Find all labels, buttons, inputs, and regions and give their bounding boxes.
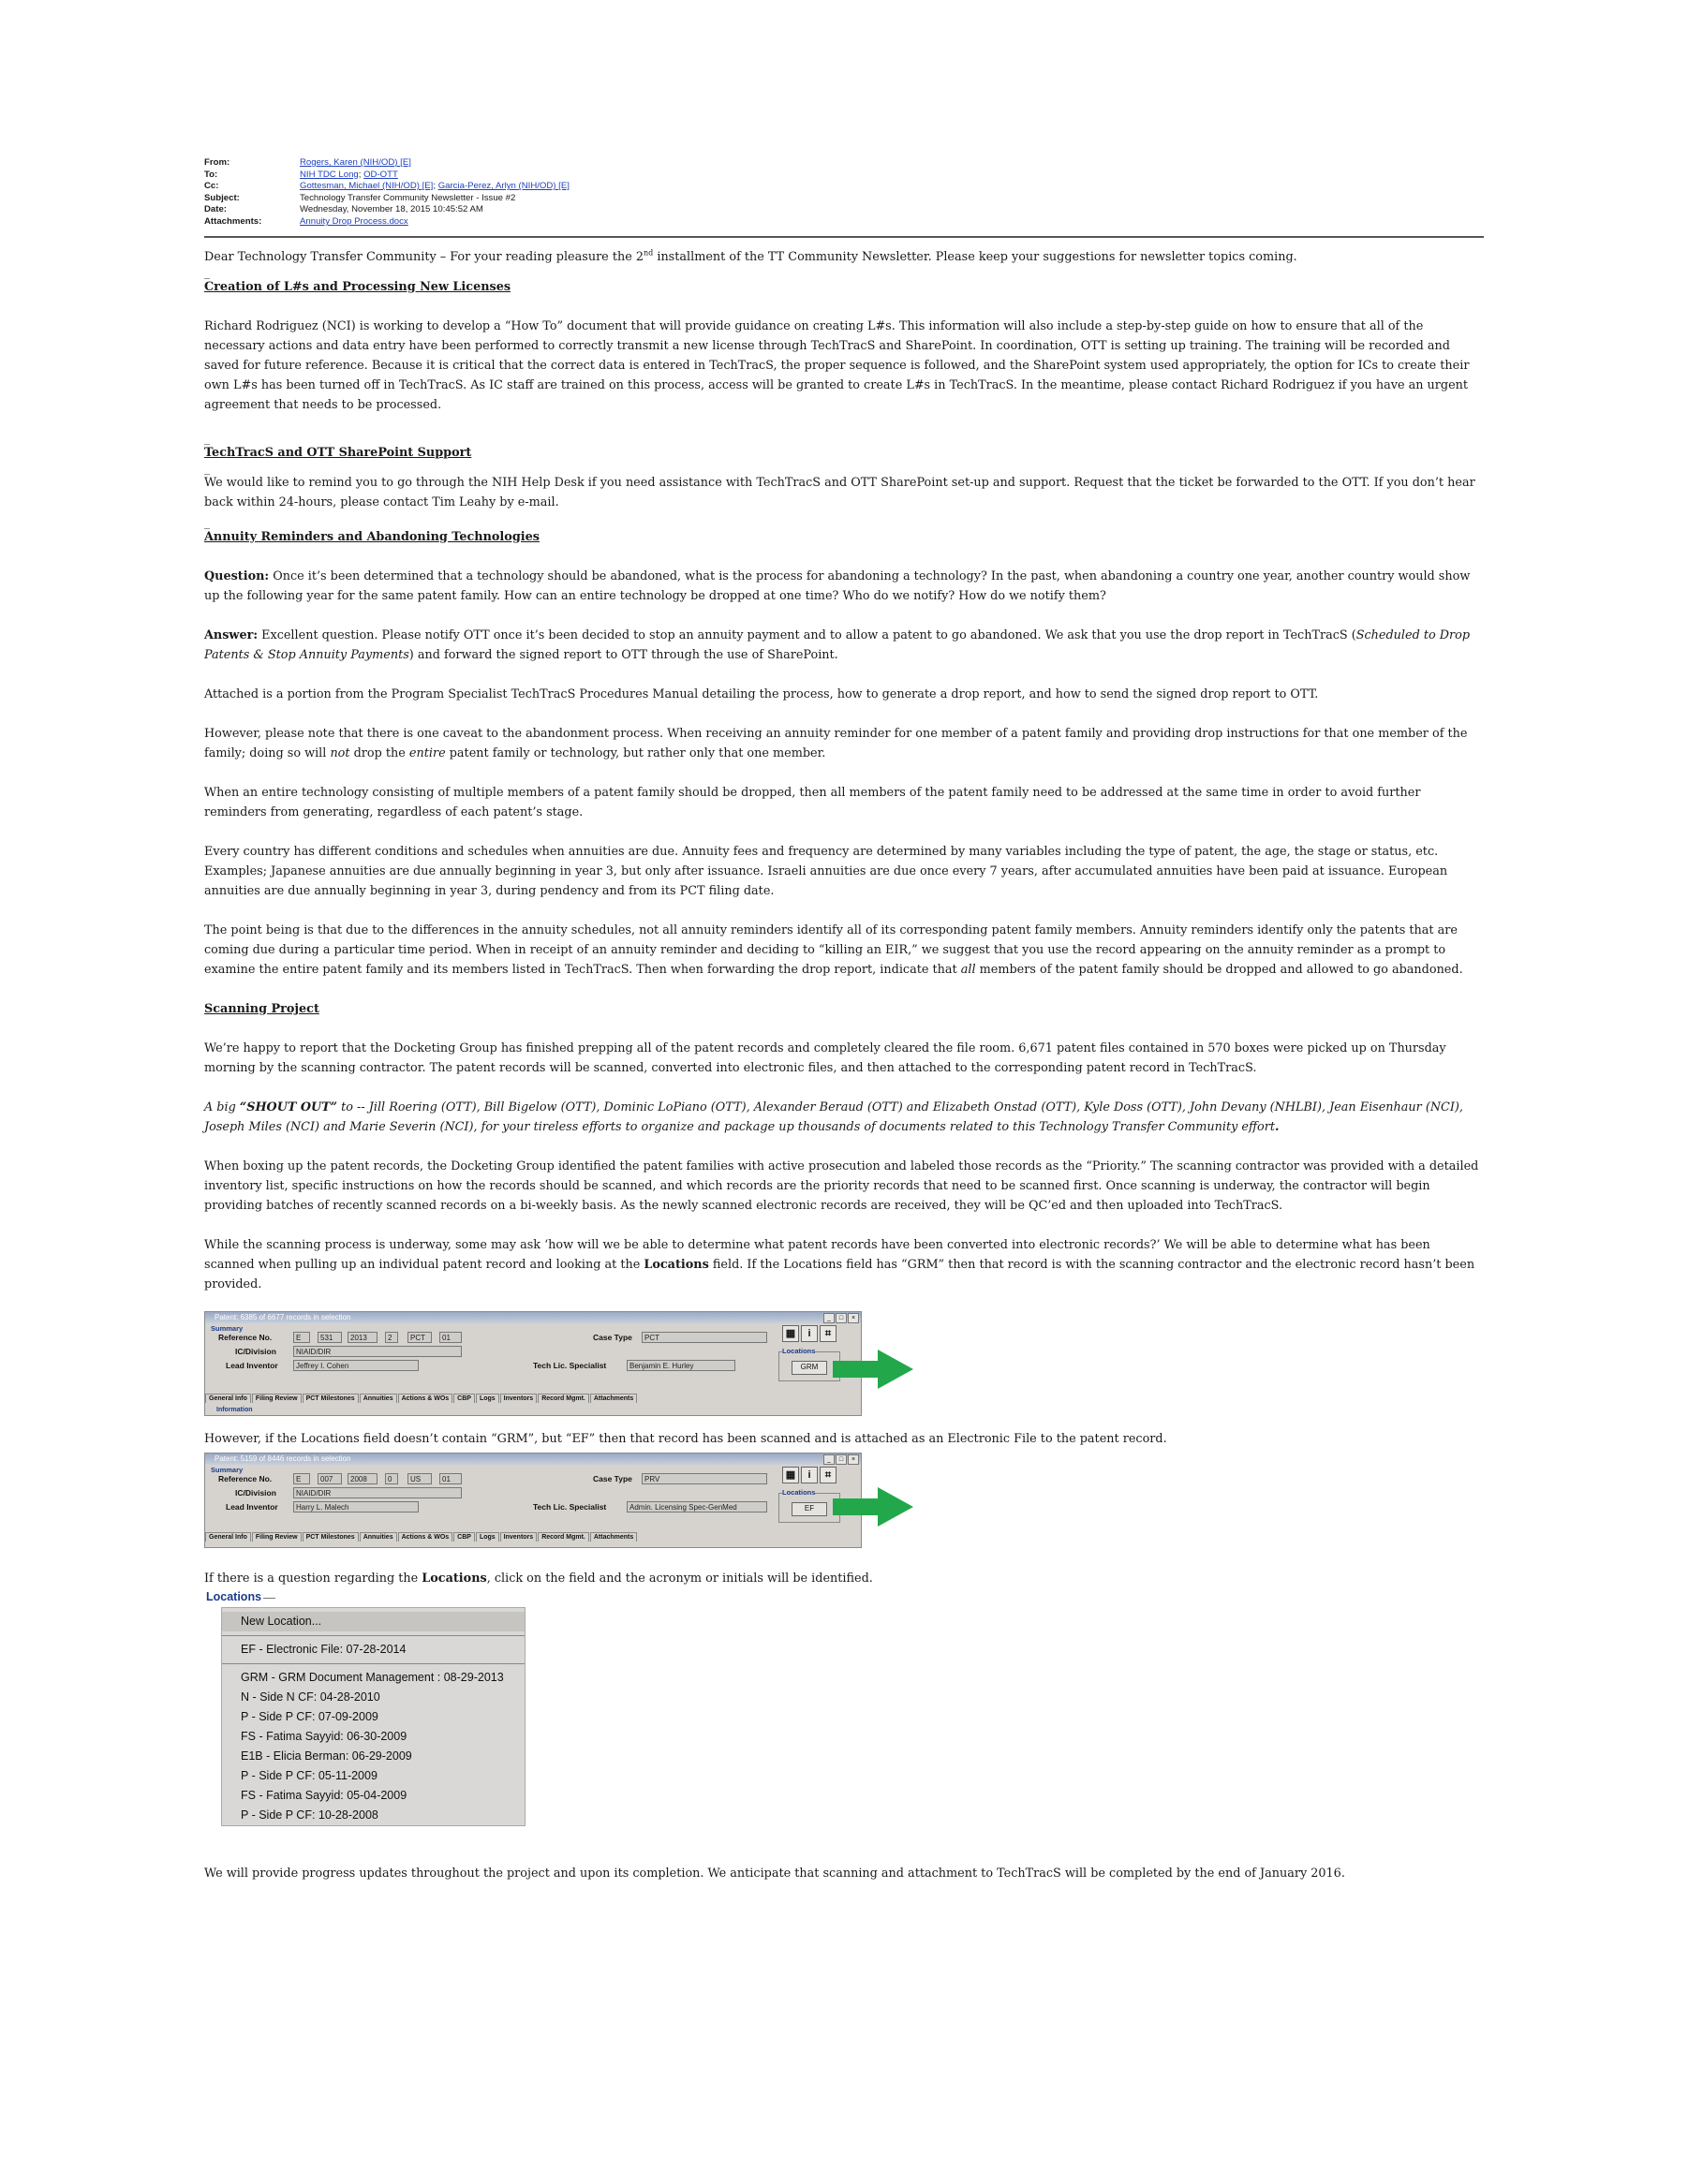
section-body-licenses: Richard Rodriguez (NCI) is working to develop a “How To” document that will provide guidance on creating L#s. This information will also include a step-by-step guide on how to ensure that all of the necessary actions and data entry have been performed to correctly transmit a new license through TechTracS and SharePoint. In coordination, OTT is setting up training. The training will be recorded and saved for future reference. Because it is critical that the correct data is entered in TechTracS, the proper sequence is followed, and the SharePoint system used appropriately, the option for ICs to create their own L#s has been turned off in TechTracS. As IC staff are trained on this process, access will be granted to create L#s in TechTracS. In the meantime, please contact Richard Rodriguez if you have an urgent agreement that needs to be processed.: [204, 318, 1470, 412]
menu-item-location: P - Side P CF: 07-09-2009: [241, 1709, 378, 1723]
to-sep: ;: [358, 169, 364, 180]
minimize-icon: _: [823, 1454, 835, 1465]
menu-item-location: P - Side P CF: 10-28-2008: [241, 1808, 378, 1822]
locations-field: EF: [792, 1502, 827, 1516]
ref-field: 007: [318, 1473, 342, 1484]
locations-label: Locations: [782, 1487, 816, 1497]
ref-field: 0: [385, 1473, 398, 1484]
tech-lic-field: Admin. Licensing Spec-GenMed: [627, 1501, 767, 1513]
date-label: Date:: [204, 204, 227, 215]
cc-link-2[interactable]: Garcia-Perez, Arlyn (NIH/OD) [E]: [437, 181, 570, 192]
menu-item-location: P - Side P CF: 05-11-2009: [241, 1768, 378, 1782]
case-type-label: Case Type: [593, 1473, 632, 1483]
attachments-label: Attachments:: [204, 215, 262, 227]
date-value: Wednesday, November 18, 2015 10:45:52 AM: [300, 204, 483, 215]
techtracs-screenshot-ef: [204, 1453, 862, 1548]
ic-division-field: NIAID/DIR: [293, 1487, 462, 1498]
record-tabs: [205, 1532, 861, 1542]
tab-filing-review: Filing Review: [252, 1394, 302, 1403]
locations-label: Locations: [782, 1346, 816, 1355]
ref-field: 531: [318, 1332, 342, 1343]
grid-icon: ▦: [782, 1325, 799, 1342]
locations-field: GRM: [792, 1361, 827, 1375]
email-page: [204, 157, 1484, 1883]
maximize-icon: □: [836, 1313, 847, 1323]
menu-item-location: N - Side N CF: 04-28-2010: [241, 1690, 380, 1704]
reference-label: Reference No.: [218, 1332, 273, 1342]
minimize-icon: _: [823, 1313, 835, 1323]
tab-pct-milestones: PCT Milestones: [303, 1532, 359, 1542]
lead-inventor-label: Lead Inventor: [226, 1501, 278, 1512]
tree-icon: ⌗: [820, 1467, 837, 1483]
locations-dropdown-screenshot: [204, 1590, 507, 1845]
section-body-support: We would like to remind you to go through the NIH Help Desk if you need assistance with TechTracS and OTT SharePoint set-up and support. Request that the ticket be forwarded to the OTT. If you don’t hear back within 24-hours, please contact Tim Leahy by e-mail.: [204, 475, 1475, 509]
tab-general-info: General Info: [205, 1532, 251, 1542]
window-title: Patent: 5159 of 8446 records in selection: [205, 1454, 861, 1465]
case-type-field: PRV: [642, 1473, 767, 1484]
tab-pct-milestones: PCT Milestones: [303, 1394, 359, 1403]
section-heading-scanning: Scanning Project: [204, 1001, 319, 1016]
menu-item-location: GRM - GRM Document Management : 08-29-2013: [241, 1670, 504, 1684]
spacer-mark: _: [204, 461, 210, 475]
window-controls: [823, 1454, 859, 1465]
annuity-p4: However, please note that there is one caveat to the abandonment process. When receiving an annuity reminder for one member of a patent family and providing drop instructions for that one member of the family; doing so will not drop the entire patent family or technology, but rather only that one member.: [204, 726, 1468, 760]
menu-item-location: E1B - Elicia Berman: 06-29-2009: [241, 1749, 412, 1763]
record-tabs: [205, 1394, 861, 1403]
summary-label: Summary: [211, 1323, 244, 1333]
close-icon: ×: [848, 1454, 859, 1465]
attachment-link[interactable]: Annuity Drop Process.docx: [300, 215, 408, 227]
tab-attachments: Attachments: [590, 1532, 637, 1542]
arrow-right-icon: [831, 1348, 915, 1391]
cc-label: Cc:: [204, 181, 219, 192]
menu-item-new-location: New Location...: [222, 1612, 525, 1631]
tech-lic-field: Benjamin E. Hurley: [627, 1360, 735, 1371]
intro-paragraph: Dear Technology Transfer Community – For your reading pleasure the 2nd installment of the TT Community Newsletter. Please keep your suggestions for newsletter topics coming.: [204, 248, 1297, 264]
ic-division-field: NIAID/DIR: [293, 1346, 462, 1357]
ref-field: 2: [385, 1332, 398, 1343]
ref-field: 01: [439, 1473, 462, 1484]
tab-filing-review: Filing Review: [252, 1532, 302, 1542]
scanning-p4: While the scanning process is underway, some may ask ‘how will we be able to determine what patent records have been converted into electronic records?’ We will be able to determine what has been scanned when pulling up an individual patent record and looking at the Locations field. If the Locations field has “GRM” then that record is with the scanning contractor and the electronic record hasn’t been provided.: [204, 1237, 1475, 1291]
spacer-mark: _: [204, 431, 210, 445]
annuity-p5: When an entire technology consisting of multiple members of a patent family should be dropped, then all members of the patent family need to be addressed at the same time in order to avoid further reminders from generating, regardless of each patent’s stage.: [204, 785, 1421, 819]
close-icon: ×: [848, 1313, 859, 1323]
maximize-icon: □: [836, 1454, 847, 1465]
menu-item-location: EF - Electronic File: 07-28-2014: [241, 1642, 407, 1656]
spacer-mark: _: [204, 265, 210, 279]
tab-annuities: Annuities: [360, 1532, 397, 1542]
tab-actions-wos: Actions & WOs: [398, 1394, 453, 1403]
tab-logs: Logs: [476, 1394, 499, 1403]
case-type-field: PCT: [642, 1332, 767, 1343]
closing-paragraph: We will provide progress updates throughout the project and upon its completion. We anticipate that scanning and attachment to TechTracS will be completed by the end of January 2016.: [204, 1866, 1345, 1881]
tab-attachments: Attachments: [590, 1394, 637, 1403]
to-link-1[interactable]: NIH TDC Long: [300, 169, 359, 180]
ref-field: 01: [439, 1332, 462, 1343]
lead-inventor-label: Lead Inventor: [226, 1360, 278, 1370]
ref-field: 2013: [348, 1332, 378, 1343]
case-type-label: Case Type: [593, 1332, 632, 1342]
info-icon: i: [801, 1325, 818, 1342]
tab-record-mgmt: Record Mgmt.: [538, 1394, 589, 1403]
toolbar-icons: [782, 1467, 837, 1483]
spacer-mark: _: [204, 515, 210, 529]
section-heading-support: TechTracS and OTT SharePoint Support: [204, 445, 472, 460]
tree-icon: ⌗: [820, 1325, 837, 1342]
section-heading-annuity: Annuity Reminders and Abandoning Technologies: [204, 529, 540, 544]
annuity-answer: Answer: Excellent question. Please notify OTT once it’s been decided to stop an annuity payment and to allow a patent to go abandoned. We ask that you use the drop report in TechTracS (Scheduled to Drop Patents & Stop Annuity Payments) and forward the signed report to OTT through the use of SharePoint.: [204, 627, 1471, 662]
techtracs-screenshot-grm: [204, 1311, 862, 1416]
scanning-p6: If there is a question regarding the Locations, click on the field and the acronym or initials will be identified.: [204, 1571, 873, 1586]
ref-field: 2008: [348, 1473, 378, 1484]
annuity-p7: The point being is that due to the differences in the annuity schedules, not all annuity reminders identify all of its corresponding patent family members. Annuity reminders identify only the patents that are coming due during a particular time period. When in receipt of an annuity reminder and deciding to “killing an EIR,” we suggest that you use the record appearing on the annuity reminder as a prompt to examine the entire patent family and its members listed in TechTracS. Then when forwarding the drop report, indicate that all members of the patent family should be dropped and allowed to go abandoned.: [204, 922, 1463, 977]
menu-item-location: FS - Fatima Sayyid: 06-30-2009: [241, 1729, 407, 1743]
tab-inventors: Inventors: [500, 1532, 538, 1542]
tab-general-info: General Info: [205, 1394, 251, 1403]
menu-item-location: FS - Fatima Sayyid: 05-04-2009: [241, 1788, 407, 1802]
tab-record-mgmt: Record Mgmt.: [538, 1532, 589, 1542]
scanning-p5: However, if the Locations field doesn’t contain “GRM”, but “EF” then that record has been scanned and is attached as an Electronic File to the patent record.: [204, 1431, 1167, 1446]
annuity-p3: Attached is a portion from the Program Specialist TechTracS Procedures Manual detailing the process, how to generate a drop report, and how to send the signed drop report to OTT.: [204, 686, 1319, 701]
subject-label: Subject:: [204, 192, 240, 203]
tab-inventors: Inventors: [500, 1394, 538, 1403]
annuity-question: Question: Once it’s been determined that a technology should be abandoned, what is the process for abandoning a technology? In the past, when abandoning a country one year, another country would show up the following year for the same patent family. How can an entire technology be dropped at one time? Who do we notify? How do we notify them?: [204, 568, 1471, 603]
annuity-p6: Every country has different conditions and schedules when annuities are due. Annuity fees and frequency are determined by many variables including the type of patent, the age, the stage or status, etc. Examples; Japanese annuities are due annually beginning in year 3, but only after issuance. Israeli annuities are due once every 7 years, after accumulated annuities have been paid at issuance. European annuities are due annually beginning in year 3, during pendency and from its PCT filing date.: [204, 844, 1448, 898]
scanning-p3: When boxing up the patent records, the Docketing Group identified the patent families with active prosecution and labeled those records as the “Priority.” The scanning contractor was provided with a detailed inventory list, specific instructions on how the records should be scanned, and which records are the priority records that need to be scanned first. Once scanning is underway, the contractor will begin providing batches of recently scanned records on a bi-weekly basis. As the newly scanned electronic records are received, they will be QC’ed and then uploaded into TechTracS.: [204, 1158, 1479, 1213]
subject-value: Technology Transfer Community Newsletter - Issue #2: [300, 192, 516, 203]
tech-lic-label: Tech Lic. Specialist: [533, 1501, 607, 1512]
locations-menu-label: Locations: [206, 1589, 262, 1603]
lead-inventor-field: Jeffrey I. Cohen: [293, 1360, 419, 1371]
to-link-2[interactable]: OD-OTT: [363, 169, 398, 180]
ref-field: PCT: [407, 1332, 432, 1343]
menu-separator: [222, 1635, 525, 1636]
tab-logs: Logs: [476, 1532, 499, 1542]
to-label: To:: [204, 169, 218, 180]
arrow-right-icon: [831, 1485, 915, 1528]
ref-field: US: [407, 1473, 432, 1484]
summary-label: Summary: [211, 1465, 244, 1474]
tab-cbp: CBP: [453, 1394, 475, 1403]
lead-inventor-field: Harry L. Malech: [293, 1501, 419, 1513]
menu-separator: [222, 1663, 525, 1664]
information-label: Information: [216, 1406, 253, 1413]
section-heading-licenses: Creation of L#s and Processing New Licenses: [204, 279, 511, 294]
tech-lic-label: Tech Lic. Specialist: [533, 1360, 607, 1370]
toolbar-icons: [782, 1325, 837, 1342]
ic-division-label: IC/Division: [235, 1346, 276, 1356]
window-controls: [823, 1313, 859, 1323]
scanning-shoutout: A big “SHOUT OUT” to -- Jill Roering (OTT), Bill Bigelow (OTT), Dominic LoPiano (OTT), Alexander Beraud (OTT) and Elizabeth Onstad (OTT), Kyle Doss (OTT), John Devany (NHLBI), Jean Eisenhaur (NCI), Joseph Miles (NCI) and Marie Severin (NCI), for your tireless efforts to organize and package up thousands of documents related to this Technology Transfer Community effort.: [204, 1099, 1463, 1134]
grid-icon: ▦: [782, 1467, 799, 1483]
ref-field: E: [293, 1332, 310, 1343]
header-divider: [204, 236, 1484, 238]
cc-link-1[interactable]: Gottesman, Michael (NIH/OD) [E]: [300, 181, 434, 192]
info-icon: i: [801, 1467, 818, 1483]
from-link[interactable]: Rogers, Karen (NIH/OD) [E]: [300, 157, 411, 168]
window-title: Patent: 6385 of 6677 records in selection: [205, 1312, 861, 1323]
email-header: [204, 157, 1484, 229]
tab-cbp: CBP: [453, 1532, 475, 1542]
from-label: From:: [204, 157, 230, 168]
scanning-p1: We’re happy to report that the Docketing Group has finished prepping all of the patent records and completely cleared the file room. 6,671 patent files contained in 570 boxes were picked up on Thursday morning by the scanning contractor. The patent records will be scanned, converted into electronic files, and then attached to the corresponding patent record in TechTracS.: [204, 1040, 1446, 1075]
tab-actions-wos: Actions & WOs: [398, 1532, 453, 1542]
ref-field: E: [293, 1473, 310, 1484]
tab-annuities: Annuities: [360, 1394, 397, 1403]
reference-label: Reference No.: [218, 1473, 273, 1483]
locations-menu: [221, 1607, 526, 1826]
cc-sep: ;: [433, 181, 438, 192]
ic-division-label: IC/Division: [235, 1487, 276, 1498]
